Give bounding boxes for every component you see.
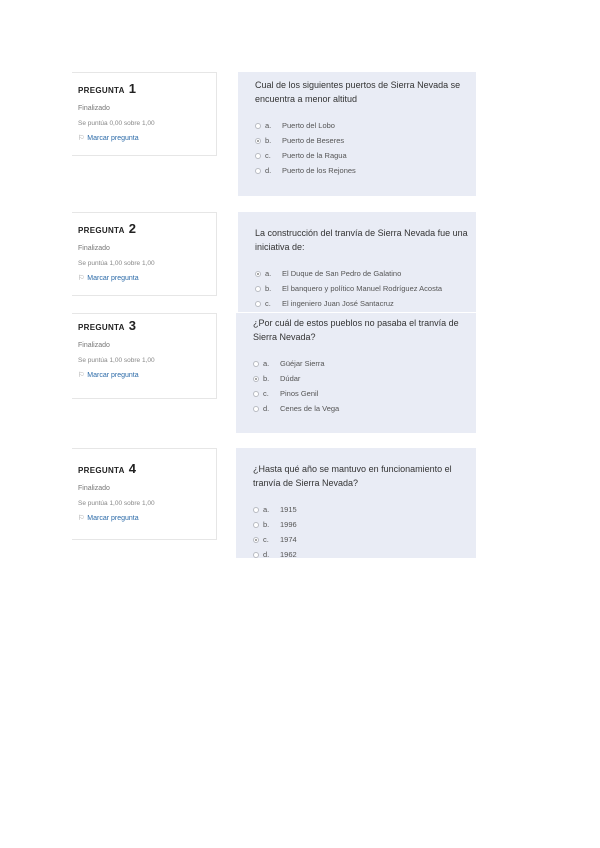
question-text: ¿Por cuál de estos pueblos no pasaba el tranvía de Sierra Nevada? — [253, 318, 459, 342]
radio-button[interactable] — [253, 406, 259, 412]
answer-letter: c. — [265, 299, 271, 308]
answer-letter: a. — [265, 121, 272, 130]
answer-option[interactable] — [255, 266, 468, 281]
question-number: 4 — [128, 461, 137, 476]
answer-option[interactable] — [253, 371, 468, 386]
flag-icon: ⚐ — [78, 275, 85, 282]
answer-letter: a. — [263, 505, 270, 514]
radio-button[interactable] — [253, 361, 259, 367]
answer-option[interactable] — [255, 296, 468, 311]
radio-button[interactable] — [253, 522, 259, 528]
answer-option[interactable] — [253, 502, 468, 517]
answer-text: Güéjar Sierra — [280, 359, 325, 368]
question-text: Cual de los siguientes puertos de Sierra Nevada se encuentra a menor altitud — [255, 80, 461, 104]
question-grade: Se puntúa 0,00 sobre 1,00 — [78, 120, 155, 127]
question-info — [72, 313, 217, 399]
radio-button[interactable] — [253, 507, 259, 513]
question-info — [72, 212, 217, 296]
flag-question-link[interactable] — [78, 134, 216, 142]
question-content — [236, 448, 476, 558]
question-text: ¿Hasta qué año se mantuvo en funcionamiento el tranvía de Sierra Nevada? — [253, 464, 452, 488]
question-number: 1 — [128, 81, 137, 96]
question-text: La construcción del tranvía de Sierra Nevada fue una iniciativa de: — [255, 228, 468, 252]
radio-button[interactable] — [255, 168, 261, 174]
radio-button[interactable] — [255, 123, 261, 129]
answer-option[interactable] — [255, 281, 468, 296]
answer-list — [255, 118, 468, 178]
question-content — [238, 72, 476, 196]
question-label: PREGUNTA — [78, 323, 125, 332]
question-state: Finalizado — [78, 105, 110, 112]
question-grade: Se puntúa 1,00 sobre 1,00 — [78, 357, 155, 364]
flag-icon: ⚐ — [78, 372, 85, 379]
answer-text: Puerto de Beseres — [282, 136, 345, 145]
answer-letter: c. — [263, 389, 269, 398]
answer-text: Puerto de los Rejones — [282, 166, 356, 175]
flag-question-link[interactable] — [78, 514, 216, 522]
answer-text: 1974 — [280, 535, 297, 544]
answer-letter: a. — [265, 269, 272, 278]
radio-button[interactable] — [253, 552, 259, 558]
answer-option[interactable] — [253, 532, 468, 547]
flag-icon: ⚐ — [78, 135, 85, 142]
radio-button-selected[interactable] — [253, 537, 259, 543]
answer-letter: c. — [265, 151, 271, 160]
answer-letter: a. — [263, 359, 270, 368]
question-content — [238, 212, 476, 312]
answer-list — [253, 502, 468, 558]
flag-question-link[interactable] — [78, 371, 216, 379]
radio-button[interactable] — [253, 391, 259, 397]
radio-button[interactable] — [255, 286, 261, 292]
answer-letter: b. — [263, 374, 270, 383]
answer-letter: b. — [263, 520, 270, 529]
answer-text: Dúdar — [280, 374, 301, 383]
answer-letter: d. — [263, 404, 270, 413]
answer-text: El Duque de San Pedro de Galatino — [282, 269, 402, 278]
answer-option[interactable] — [255, 133, 468, 148]
answer-text: Pinos Genil — [280, 389, 319, 398]
question-state: Finalizado — [78, 245, 110, 252]
radio-button-selected[interactable] — [255, 271, 261, 277]
question-content — [236, 313, 476, 433]
answer-option[interactable] — [253, 401, 468, 416]
radio-button-selected[interactable] — [253, 376, 259, 382]
question-label: PREGUNTA — [78, 226, 125, 235]
answer-text: 1962 — [280, 550, 297, 558]
question-grade: Se puntúa 1,00 sobre 1,00 — [78, 260, 155, 267]
flag-question-link[interactable] — [78, 274, 216, 282]
radio-button[interactable] — [255, 301, 261, 307]
flag-question-label: Marcar pregunta — [87, 134, 139, 142]
question-info — [72, 448, 217, 540]
answer-letter: b. — [265, 284, 272, 293]
question-info — [72, 72, 217, 156]
radio-button-selected[interactable] — [255, 138, 261, 144]
flag-question-label: Marcar pregunta — [87, 514, 139, 522]
answer-text: El ingeniero Juan José Santacruz — [282, 299, 394, 308]
question-state: Finalizado — [78, 485, 110, 492]
answer-option[interactable] — [253, 386, 468, 401]
answer-text: Cenes de la Vega — [280, 404, 340, 413]
flag-question-label: Marcar pregunta — [87, 371, 139, 379]
answer-option[interactable] — [253, 517, 468, 532]
answer-letter: d. — [263, 550, 270, 558]
answer-option[interactable] — [253, 356, 468, 371]
question-label: PREGUNTA — [78, 466, 125, 475]
answer-letter: b. — [265, 136, 272, 145]
answer-letter: d. — [265, 166, 272, 175]
question-label: PREGUNTA — [78, 86, 125, 95]
answer-text: 1915 — [280, 505, 297, 514]
flag-icon: ⚐ — [78, 515, 85, 522]
answer-list — [253, 356, 468, 416]
radio-button[interactable] — [255, 153, 261, 159]
answer-text: El banquero y político Manuel Rodríguez Acosta — [282, 284, 443, 293]
answer-option[interactable] — [255, 163, 468, 178]
question-number: 2 — [128, 221, 137, 236]
answer-option[interactable] — [255, 118, 468, 133]
answer-text: 1996 — [280, 520, 297, 529]
flag-question-label: Marcar pregunta — [87, 274, 139, 282]
answer-text: Puerto del Lobo — [282, 121, 335, 130]
answer-letter: c. — [263, 535, 269, 544]
question-grade: Se puntúa 1,00 sobre 1,00 — [78, 500, 155, 507]
answer-option[interactable] — [253, 547, 468, 558]
answer-text: Puerto de la Ragua — [282, 151, 347, 160]
question-state: Finalizado — [78, 342, 110, 349]
answer-list — [255, 266, 468, 311]
question-number: 3 — [128, 318, 137, 333]
answer-option[interactable] — [255, 148, 468, 163]
